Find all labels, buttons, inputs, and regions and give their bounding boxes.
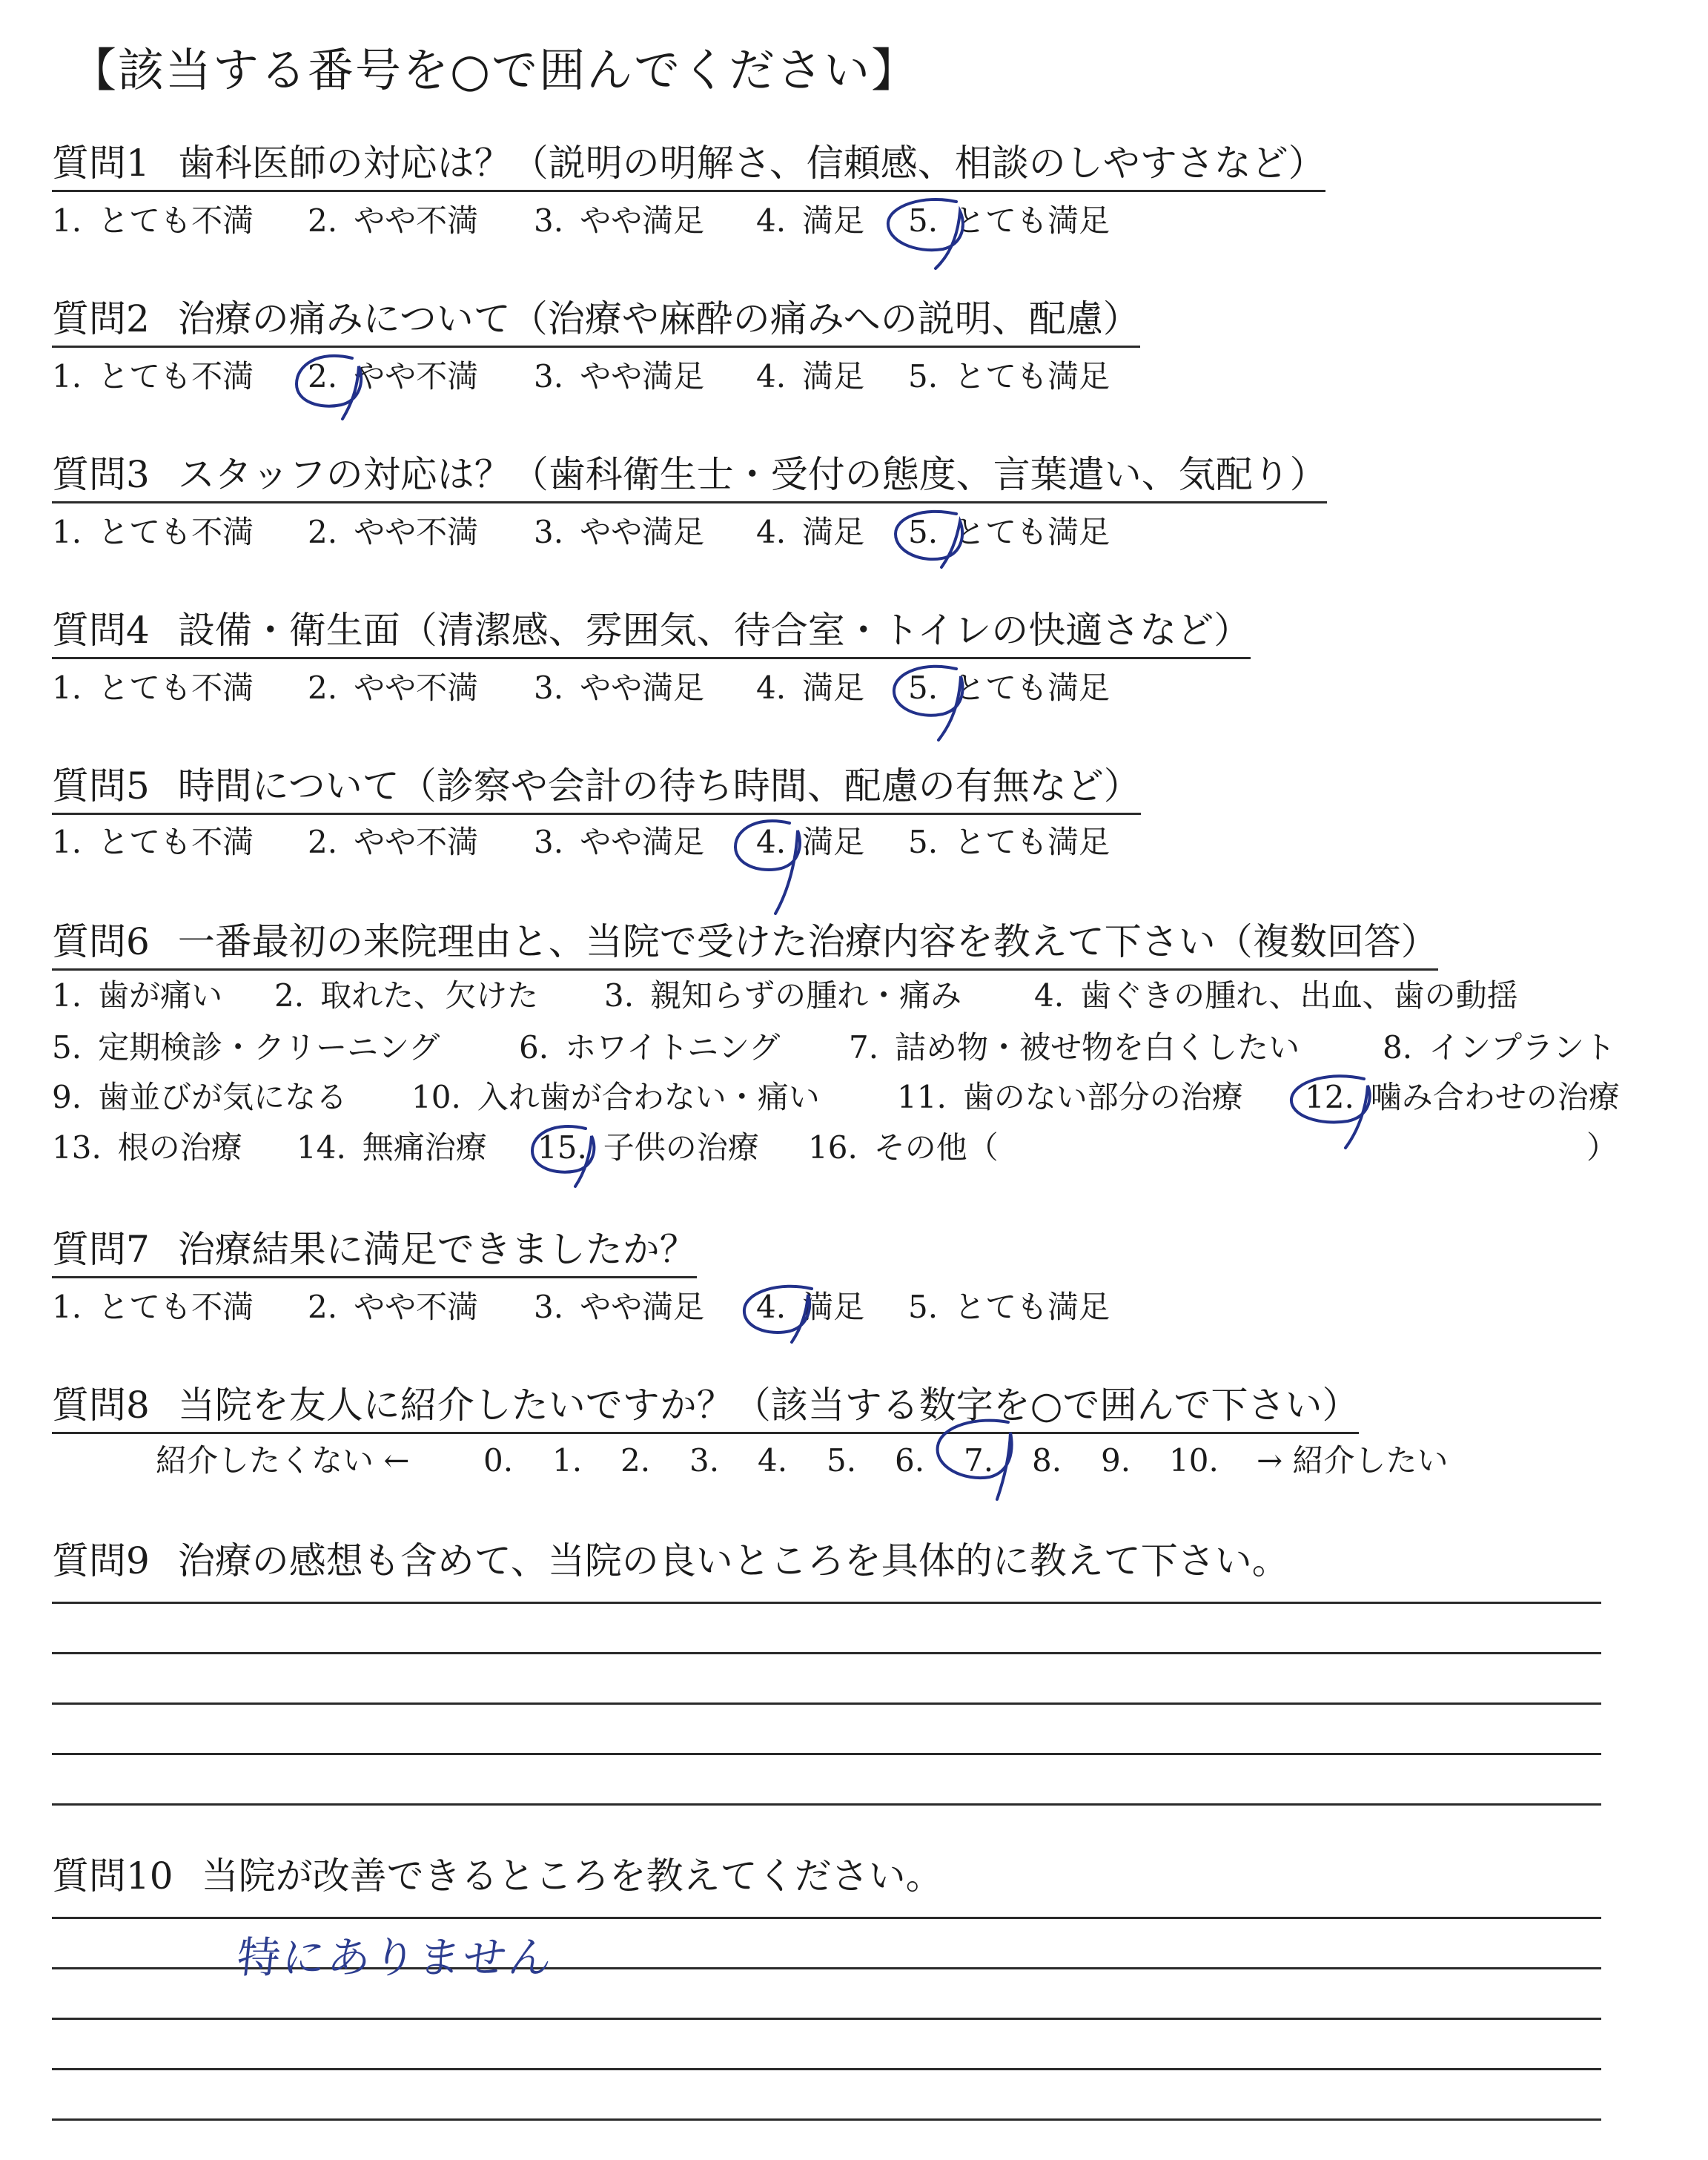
option-5[interactable]: 5. とても満足 bbox=[908, 358, 1110, 394]
option-4[interactable]: 4. 満足 bbox=[756, 1289, 865, 1325]
question-number: 質問4 bbox=[52, 609, 150, 652]
q6-option-13[interactable]: 13. 根の治療 bbox=[52, 1129, 242, 1166]
question-number: 質問2 bbox=[52, 297, 150, 340]
q6-option-10[interactable]: 10. 入れ歯が合わない・痛い bbox=[411, 1079, 820, 1115]
q10-answer-line-3[interactable] bbox=[52, 2018, 1601, 2020]
question-number: 質問9 bbox=[52, 1539, 150, 1582]
q6-option-5[interactable]: 5. 定期検診・クリーニング bbox=[52, 1029, 440, 1066]
scale-number-0[interactable]: 0. bbox=[483, 1442, 514, 1479]
q6-option-4[interactable]: 4. 歯ぐきの腫れ、出血、歯の動揺 bbox=[1034, 977, 1518, 1014]
scale-number-5[interactable]: 5. bbox=[827, 1442, 857, 1479]
question-text: 治療の痛みについて（治療や麻酔の痛みへの説明、配慮） bbox=[177, 297, 1140, 340]
question-text: 一番最初の来院理由と、当院で受けた治療内容を教えて下さい（複数回答） bbox=[177, 920, 1438, 963]
q9-answer-line-4[interactable] bbox=[52, 1753, 1601, 1755]
question-number: 質問8 bbox=[52, 1384, 150, 1427]
option-4[interactable]: 4. 満足 bbox=[756, 514, 865, 550]
option-4[interactable]: 4. 満足 bbox=[756, 824, 865, 860]
option-1[interactable]: 1. とても不満 bbox=[52, 824, 254, 860]
question-text: 歯科医師の対応は？（説明の明解さ、信頼感、相談のしやすさなど） bbox=[177, 142, 1325, 185]
question-number: 質問10 bbox=[52, 1855, 173, 1898]
question-7 bbox=[52, 1227, 697, 1278]
q9-answer-line-3[interactable] bbox=[52, 1702, 1601, 1705]
scale-right-label: → 紹介したい bbox=[1257, 1442, 1449, 1479]
question-text: 治療の感想も含めて、当院の良いところを具体的に教えて下さい。 bbox=[177, 1539, 1289, 1582]
option-1[interactable]: 1. とても不満 bbox=[52, 514, 254, 550]
option-5[interactable]: 5. とても満足 bbox=[908, 514, 1110, 550]
scale-number-2[interactable]: 2. bbox=[620, 1442, 651, 1479]
q6-option-3[interactable]: 3. 親知らずの腫れ・痛み bbox=[604, 977, 962, 1014]
q6-option-8[interactable]: 8. インプラント bbox=[1383, 1029, 1616, 1066]
scale-left-label: 紹介したくない ← bbox=[156, 1442, 410, 1479]
scale-number-10[interactable]: 10. bbox=[1169, 1442, 1219, 1479]
q6-option-12[interactable]: 12. 噛み合わせの治療 bbox=[1305, 1079, 1620, 1115]
q10-answer-line-5[interactable] bbox=[52, 2118, 1601, 2121]
q6-option-15[interactable]: 15. 子供の治療 bbox=[537, 1129, 759, 1166]
question-text: 治療結果に満足できましたか？ bbox=[177, 1228, 697, 1271]
scale-number-1[interactable]: 1. bbox=[552, 1442, 583, 1479]
question-8 bbox=[52, 1383, 1359, 1434]
scale-number-9[interactable]: 9. bbox=[1101, 1442, 1131, 1479]
question-1 bbox=[52, 141, 1325, 192]
q6-option-7[interactable]: 7. 詰め物・被せ物を白くしたい bbox=[849, 1029, 1300, 1066]
option-5[interactable]: 5. とても満足 bbox=[908, 1289, 1110, 1325]
q6-option-14[interactable]: 14. 無痛治療 bbox=[297, 1129, 487, 1166]
option-3[interactable]: 3. やや満足 bbox=[534, 670, 705, 706]
option-1[interactable]: 1. とても不満 bbox=[52, 1289, 254, 1325]
question-text: スタッフの対応は？（歯科衛生士・受付の態度、言葉遣い、気配り） bbox=[177, 453, 1327, 496]
question-2 bbox=[52, 297, 1140, 348]
question-number: 質問5 bbox=[52, 764, 150, 807]
q10-handwritten-answer: 特にありません bbox=[234, 1932, 557, 1983]
option-5[interactable]: 5. とても満足 bbox=[908, 670, 1110, 706]
scale-number-6[interactable]: 6. bbox=[895, 1442, 925, 1479]
q6-option-16[interactable]: 16. その他（ bbox=[808, 1129, 999, 1166]
option-4[interactable]: 4. 満足 bbox=[756, 670, 865, 706]
q10-answer-line-1[interactable] bbox=[52, 1917, 1601, 1919]
question-4 bbox=[52, 608, 1251, 659]
question-number: 質問3 bbox=[52, 453, 150, 496]
question-text: 設備・衛生面（清潔感、雰囲気、待合室・トイレの快適さなど） bbox=[177, 609, 1251, 652]
q10-answer-line-4[interactable] bbox=[52, 2068, 1601, 2070]
scale-number-7[interactable]: 7. bbox=[964, 1442, 994, 1479]
option-2[interactable]: 2. やや不満 bbox=[308, 824, 479, 860]
q9-answer-line-5[interactable] bbox=[52, 1803, 1601, 1806]
option-5[interactable]: 5. とても満足 bbox=[908, 824, 1110, 860]
question-6 bbox=[52, 919, 1438, 971]
question-5 bbox=[52, 764, 1141, 815]
option-2[interactable]: 2. やや不満 bbox=[308, 670, 479, 706]
q6-option-6[interactable]: 6. ホワイトニング bbox=[519, 1029, 781, 1066]
option-3[interactable]: 3. やや満足 bbox=[534, 824, 705, 860]
scale-number-8[interactable]: 8. bbox=[1032, 1442, 1062, 1479]
instruction-heading: 【該当する番号を○で囲んでください】 bbox=[70, 43, 919, 97]
q6-other-close: ） bbox=[1586, 1129, 1618, 1166]
scale-number-3[interactable]: 3. bbox=[689, 1442, 720, 1479]
question-text: 当院を友人に紹介したいですか？（該当する数字を○で囲んで下さい） bbox=[177, 1384, 1360, 1427]
option-5[interactable]: 5. とても満足 bbox=[908, 202, 1110, 239]
q6-option-2[interactable]: 2. 取れた、欠けた bbox=[274, 977, 539, 1014]
option-2[interactable]: 2. やや不満 bbox=[308, 358, 479, 394]
option-4[interactable]: 4. 満足 bbox=[756, 202, 865, 239]
option-2[interactable]: 2. やや不満 bbox=[308, 202, 479, 239]
option-3[interactable]: 3. やや満足 bbox=[534, 514, 705, 550]
option-4[interactable]: 4. 満足 bbox=[756, 358, 865, 394]
q6-option-1[interactable]: 1. 歯が痛い bbox=[52, 977, 223, 1014]
q9-answer-line-2[interactable] bbox=[52, 1652, 1601, 1654]
option-1[interactable]: 1. とても不満 bbox=[52, 670, 254, 706]
question-text: 当院が改善できるところを教えてください。 bbox=[201, 1855, 943, 1898]
option-1[interactable]: 1. とても不満 bbox=[52, 358, 254, 394]
question-10 bbox=[52, 1854, 943, 1903]
question-9 bbox=[52, 1539, 1289, 1588]
option-2[interactable]: 2. やや不満 bbox=[308, 514, 479, 550]
question-number: 質問6 bbox=[52, 920, 150, 963]
option-3[interactable]: 3. やや満足 bbox=[534, 358, 705, 394]
question-number: 質問1 bbox=[52, 142, 150, 185]
question-text: 時間について（診察や会計の待ち時間、配慮の有無など） bbox=[177, 764, 1141, 807]
q6-option-11[interactable]: 11. 歯のない部分の治療 bbox=[897, 1079, 1243, 1115]
question-number: 質問7 bbox=[52, 1228, 150, 1271]
q9-answer-line-1[interactable] bbox=[52, 1602, 1601, 1604]
option-1[interactable]: 1. とても不満 bbox=[52, 202, 254, 239]
option-3[interactable]: 3. やや満足 bbox=[534, 202, 705, 239]
scale-number-4[interactable]: 4. bbox=[758, 1442, 788, 1479]
q6-option-9[interactable]: 9. 歯並びが気になる bbox=[52, 1079, 348, 1115]
question-3 bbox=[52, 452, 1327, 503]
option-2[interactable]: 2. やや不満 bbox=[308, 1289, 479, 1325]
option-3[interactable]: 3. やや満足 bbox=[534, 1289, 705, 1325]
